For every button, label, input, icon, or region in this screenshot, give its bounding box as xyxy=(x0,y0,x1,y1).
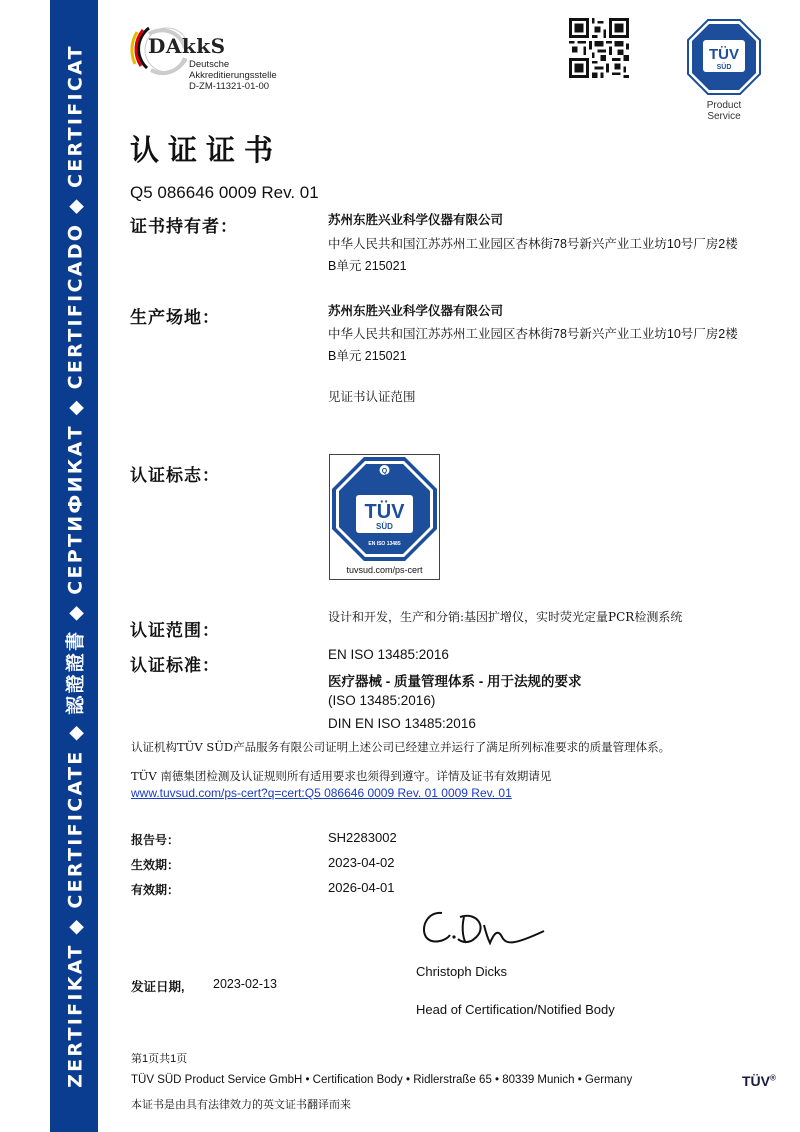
svg-text:Q: Q xyxy=(381,468,388,475)
site-name: 苏州东胜兴业科学仪器有限公司 xyxy=(328,304,504,318)
signature-image xyxy=(418,903,548,953)
standard-line: DIN EN ISO 13485:2016 xyxy=(328,716,476,731)
signatory-title: Head of Certification/Notified Body xyxy=(416,1002,615,1017)
tuv-mark-icon xyxy=(330,455,439,563)
signatory-name: Christoph Dicks xyxy=(416,964,508,979)
expiry-value: 2026-04-01 xyxy=(328,880,395,895)
footer-note: 本证书是由具有法律效力的英文证书翻译而来 xyxy=(131,1099,351,1111)
mark-logo-text: TÜV xyxy=(364,501,405,523)
issue-label: 发证日期, xyxy=(131,980,185,994)
mark-logo-sub: SÜD xyxy=(376,522,393,531)
mark-label: 认证标志： xyxy=(130,466,220,486)
product-service-label: Product Service xyxy=(706,100,742,122)
certification-mark xyxy=(329,454,440,580)
report-value: SH2283002 xyxy=(328,830,397,845)
mark-logo-std: EN ISO 13485 xyxy=(368,541,401,547)
page-number: 第1页共1页 xyxy=(131,1053,188,1065)
footer-address: TÜV SÜD Product Service GmbH • Certification Body • Ridlerstraße 65 • 80339 Munich • Germany xyxy=(131,1074,633,1086)
holder-label: 证书持有者： xyxy=(130,217,238,237)
expiry-label: 有效期： xyxy=(131,883,180,897)
band-text: ZERTIFIKAT ◆ CERTIFICATE ◆ 認證證書 ◆ СЕРТИФИКАТ ◆ CERTIFICADO ◆ CERTIFICAT xyxy=(64,44,87,1088)
site-note: 见证书认证范围 xyxy=(328,390,416,404)
holder-address: B单元 215021 xyxy=(328,259,407,273)
footer-tuv-mark xyxy=(742,1073,776,1089)
dakks-line: Akkreditierungsstelle xyxy=(189,70,277,81)
dakks-line: Deutsche xyxy=(189,59,230,70)
scope-label: 认证范围： xyxy=(130,621,220,641)
standard-line: (ISO 13485:2016) xyxy=(328,693,436,708)
page-title: 认证证书 xyxy=(130,133,283,167)
statement-line: TÜV 南德集团检测及认证规则所有适用要求也须得到遵守。详情及证书有效期请见 xyxy=(131,769,552,783)
footer-tuv-text: TÜV xyxy=(742,1073,770,1089)
standard-label: 认证标准： xyxy=(130,656,220,676)
effective-label: 生效期： xyxy=(131,858,180,872)
effective-value: 2023-04-02 xyxy=(328,855,395,870)
tuv-sud-logo-icon xyxy=(686,18,762,96)
vertical-certificate-band xyxy=(50,0,98,1132)
holder-address: 中华人民共和国江苏苏州工业园区杏林街78号新兴产业工业坊10号厂房2楼 xyxy=(328,237,738,251)
registered-mark: ® xyxy=(770,1073,776,1083)
statement-line: 认证机构TÜV SÜD产品服务有限公司证明上述公司已经建立并运行了满足所列标准要求的质量管理体系。 xyxy=(131,740,671,754)
certificate-link[interactable]: www.tuvsud.com/ps-cert?q=cert:Q5 086646 0009 Rev. 01 0009 Rev. 01 xyxy=(131,786,512,800)
report-label: 报告号： xyxy=(131,833,180,847)
dakks-text xyxy=(189,59,277,92)
tuv-logo-sub: SÜD xyxy=(716,64,732,71)
standard-line: 医疗器械 - 质量管理体系 - 用于法规的要求 xyxy=(328,674,582,689)
certificate-number: Q5 086646 0009 Rev. 01 xyxy=(130,183,319,202)
qr-code-icon xyxy=(569,18,629,78)
scope-text: 设计和开发，生产和分销:基因扩增仪，实时荧光定量PCR检测系统 xyxy=(328,610,683,624)
standard-line: EN ISO 13485:2016 xyxy=(328,647,449,662)
site-label: 生产场地： xyxy=(130,308,220,328)
tuv-logo-text: TÜV xyxy=(709,46,739,63)
dakks-name: DAkkS xyxy=(148,34,226,58)
issue-value: 2023-02-13 xyxy=(213,977,277,991)
site-address: B单元 215021 xyxy=(328,349,407,363)
dakks-line: D-ZM-11321-01-00 xyxy=(189,81,270,92)
holder-name: 苏州东胜兴业科学仪器有限公司 xyxy=(328,213,504,227)
mark-url: tuvsud.com/ps-cert xyxy=(346,565,423,575)
site-address: 中华人民共和国江苏苏州工业园区杏林街78号新兴产业工业坊10号厂房2楼 xyxy=(328,327,738,341)
